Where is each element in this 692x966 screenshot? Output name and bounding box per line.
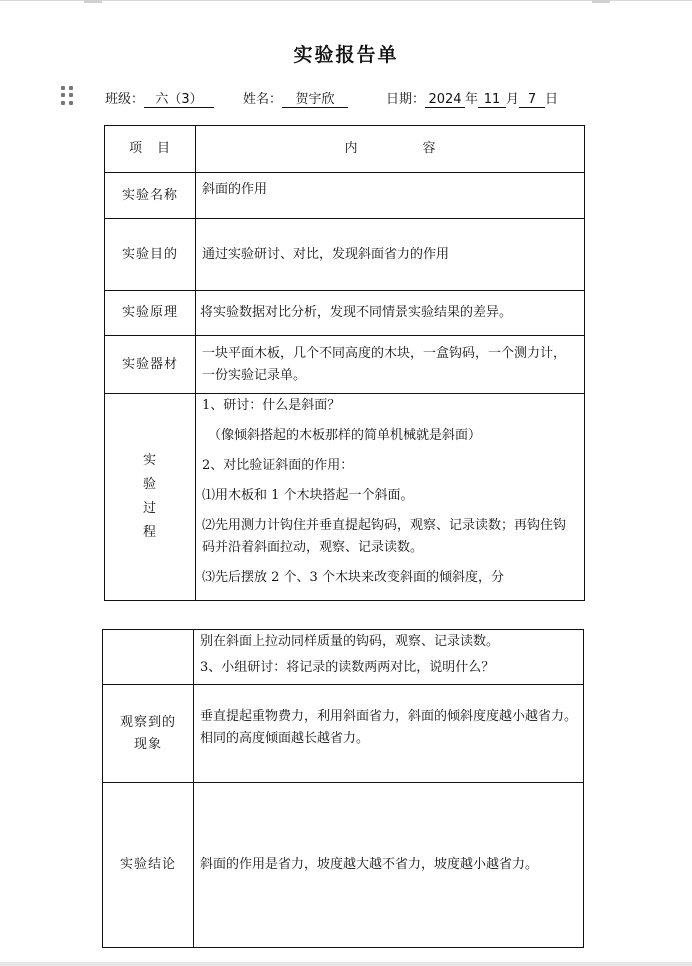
process-line: 1、研讨：什么是斜面？ bbox=[202, 398, 341, 413]
row-content-purpose: 通过实验研讨、对比，发现斜面省力的作用 bbox=[196, 219, 585, 291]
table-row bbox=[103, 783, 584, 948]
table-row bbox=[105, 173, 585, 219]
table-row bbox=[105, 219, 585, 291]
date-day: 7 bbox=[519, 93, 545, 108]
process-line: ⑵先用测力计钩住并垂直提起钩码，观察、记录读数；再钩住钩码并沿着斜面拉动，观察、记录读数。 bbox=[202, 518, 567, 555]
date-year: 2024 bbox=[425, 93, 465, 108]
process-line: 别在斜面上拉动同样质量的钩码，观察、记录读数。 bbox=[200, 634, 500, 649]
report-table-part2 bbox=[102, 629, 584, 948]
date-month: 11 bbox=[478, 93, 506, 108]
table-row bbox=[103, 630, 584, 685]
drag-handle-icon[interactable] bbox=[61, 86, 73, 106]
row-content-name: 斜面的作用 bbox=[196, 173, 585, 219]
row-content-conclusion: 斜面的作用是省力，坡度越大越不省力，坡度越小越省力。 bbox=[194, 783, 584, 948]
page-bottom-border bbox=[0, 962, 692, 966]
ruler-mark-left bbox=[84, 0, 102, 3]
row-content-observation: 垂直提起重物费力，利用斜面省力，斜面的倾斜度度越小越省力。相同的高度倾面越长越省力。 bbox=[194, 685, 584, 783]
table-row bbox=[105, 394, 585, 601]
date-field bbox=[386, 88, 558, 108]
table-row bbox=[105, 336, 585, 394]
day-unit: 日 bbox=[545, 92, 559, 107]
row-label-conclusion: 实验结论 bbox=[103, 783, 194, 948]
process-line: ⑴用木板和 1 个木块搭起一个斜面。 bbox=[202, 488, 414, 503]
month-unit: 月 bbox=[506, 92, 520, 107]
year-unit: 年 bbox=[465, 92, 479, 107]
process-line: 2、对比验证斜面的作用： bbox=[202, 458, 354, 473]
header-item: 项 目 bbox=[105, 126, 196, 173]
row-label-name: 实验名称 bbox=[105, 173, 196, 219]
process-line: （像倾斜搭起的木板那样的简单机械就是斜面） bbox=[208, 428, 482, 443]
page-title: 实验报告单 bbox=[293, 44, 399, 66]
row-label-principle: 实验原理 bbox=[105, 291, 196, 336]
row-label-equipment: 实验器材 bbox=[105, 336, 196, 394]
row-label-observation: 观察到的现象 bbox=[103, 685, 194, 783]
ruler-mark-right bbox=[592, 0, 610, 3]
row-content-process bbox=[196, 394, 585, 601]
row-label-empty bbox=[103, 630, 194, 685]
row-label-process: 实 验 过 程 bbox=[105, 394, 196, 601]
class-field bbox=[105, 88, 214, 108]
name-value: 贺宇欣 bbox=[282, 93, 348, 108]
page-top-border bbox=[0, 0, 692, 1]
date-label: 日期： bbox=[386, 92, 426, 107]
report-table-part1 bbox=[104, 125, 585, 601]
row-content-principle: 将实验数据对比分析，发现不同情景实验结果的差异。 bbox=[196, 291, 585, 336]
header-content: 内 容 bbox=[196, 126, 585, 173]
row-content-process-continued bbox=[194, 630, 584, 685]
process-line: ⑶先后摆放 2 个、3 个木块来改变斜面的倾斜度，分 bbox=[202, 570, 504, 585]
row-label-purpose: 实验目的 bbox=[105, 219, 196, 291]
name-label: 姓名： bbox=[243, 92, 283, 107]
table-row bbox=[105, 291, 585, 336]
class-label: 班级： bbox=[105, 92, 145, 107]
name-field bbox=[243, 88, 348, 108]
row-content-equipment: 一块平面木板，几个不同高度的木块，一盒钩码，一个测力计，一份实验记录单。 bbox=[196, 336, 585, 394]
process-line: 3、小组研讨：将记录的读数两两对比，说明什么？ bbox=[200, 660, 495, 675]
table-header-row bbox=[105, 126, 585, 173]
table-row bbox=[103, 685, 584, 783]
class-value: 六（3） bbox=[144, 93, 214, 108]
